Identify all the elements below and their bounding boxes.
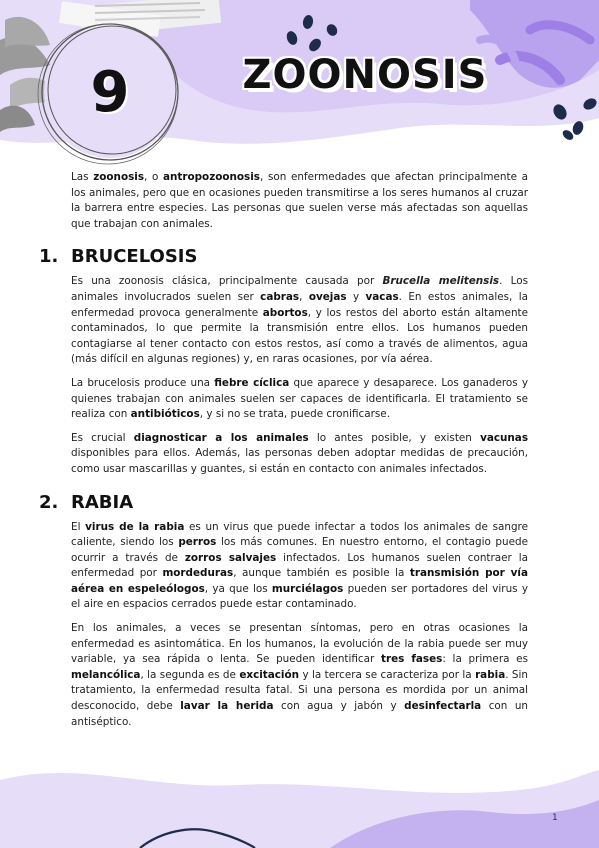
- page-number: 1: [552, 813, 558, 823]
- chapter-title: ZOONOSIS: [242, 52, 488, 98]
- brucelosis-paragraph-3: Es crucial diagnosticar a los animales lo antes posible, y existen vacunas disponibles para ellos. Además, las personas deben adoptar medidas de precaución, como usar mascarillas y guantes, si están en contacto con animales infectados.: [71, 431, 528, 475]
- intro-paragraph: Las zoonosis, o antropozoonosis, son enfermedades que afectan principalmente a los animales, pero que en ocasiones pueden transmitirse a los seres humanos al cruzar la barrera entre especies. Las personas que suelen verse más afectadas son aquellas que trabajan con animales.: [71, 171, 528, 230]
- section-heading-rabia: 2. RABIA: [39, 491, 134, 513]
- section-heading-brucelosis: 1. BRUCELOSIS: [39, 246, 198, 268]
- brucelosis-paragraph-1: Es una zoonosis clásica, principalmente causada por Brucella melitensis. Los animales involucrados suelen ser cabras, ovejas y vacas. En estos animales, la enfermedad provoca generalmente abortos, y los restos del aborto están altamente contaminados, lo que permite la transmisión entre ellos. Los humanos pueden contagiarse al tener contacto con estos restos, así como a través de alimentos, agua (más difícil en algunas regiones) y, en raras ocasiones, por vía aérea.: [71, 275, 529, 366]
- content: [39, 170, 529, 738]
- rabia-paragraph-1: El virus de la rabia es un virus que puede infectar a todos los animales de sangre caliente, siendo los perros los más comunes. En nuestro entorno, el contagio puede ocurrir a través de zorros salvajes infectados. Los humanos suelen contraer la enfermedad por mordeduras, aunque también es posible la transmisión por vía aérea en espeleólogos, ya que los murciélagos pueden ser portadores del virus y el aire en espacios cerrados puede estar contaminado.: [71, 520, 528, 611]
- chapter-number: 9: [90, 60, 130, 125]
- rabia-paragraph-2: En los animales, a veces se presentan síntomas, pero en otras ocasiones la enfermedad es asintomática. En los humanos, la evolución de la rabia puede ser muy variable, ya sea rápida o lenta. Se pueden identificar tres fases: la primera es melancólica, la segunda es de excitación y la tercera se caracteriza por la rabia. Sin tratamiento, la enfermedad resulta fatal. Si una persona es mordida por un animal desconocido, debe lavar la herida con agua y jabón y desinfectarla con un antiséptico.: [71, 622, 529, 728]
- brucelosis-paragraph-2: La brucelosis produce una fiebre cíclica que aparece y desaparece. Los ganaderos y quienes trabajan con animales suelen ser capaces de identificarla. El tratamiento se realiza con antibióticos, y si no se trata, puede cronificarse.: [71, 376, 528, 421]
